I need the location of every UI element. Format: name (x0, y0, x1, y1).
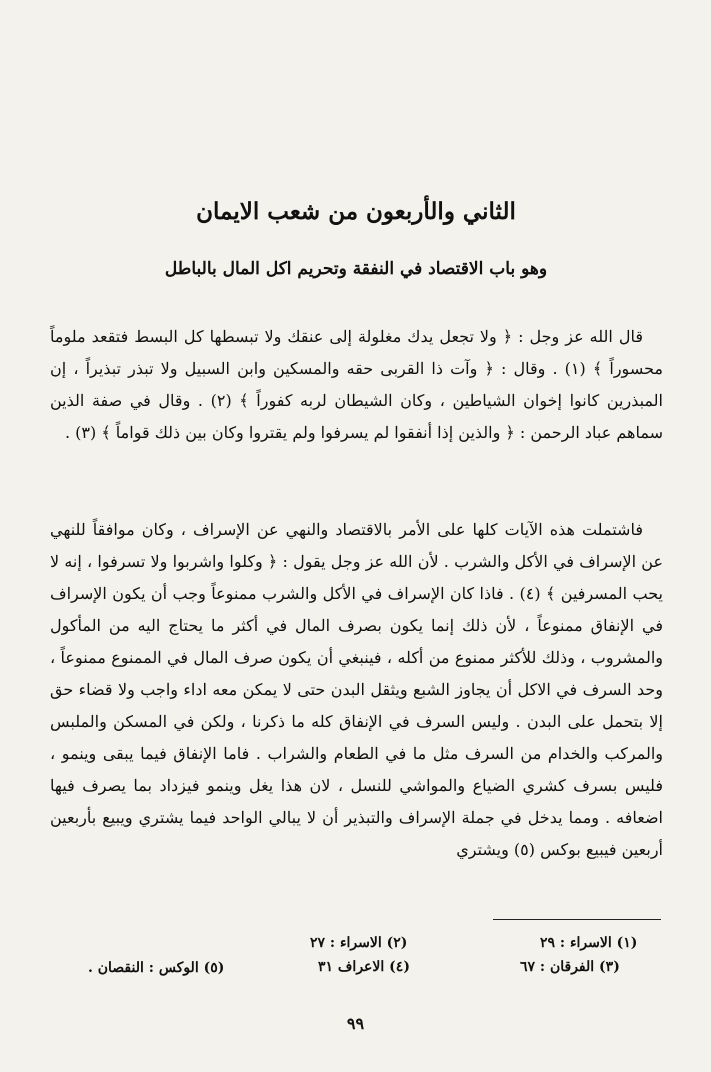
body-paragraph-1 (50, 321, 663, 449)
footnote-3: (٣) الفرقان : ٦٧ (520, 959, 620, 975)
footnote-4: (٤) الاعراف ٣١ (318, 959, 410, 975)
footnote-divider (493, 919, 661, 920)
chapter-title: الثاني والأربعون من شعب الايمان (196, 198, 516, 225)
page-number: ٩٩ (346, 1014, 365, 1033)
footnote-1: (١) الاسراء : ٢٩ (540, 935, 638, 951)
footnote-2: (٢) الاسراء : ٢٧ (310, 935, 408, 951)
body-paragraph-2 (50, 514, 663, 866)
footnote-5: (٥) الوكس : النقصان . (88, 960, 225, 976)
paragraph-text: فاشتملت هذه الآيات كلها على الأمر بالاقتصاد والنهي عن الإسراف ، وكان موافقاً للنهي عن الإسراف في الأكل والشرب . لأن الله عز وجل يقول : ﴿ وكلوا واشربوا ولا تسرفوا ، إنه لا يحب المسرفين ﴾ (٤) . فاذا كان الإسراف في الأكل والشرب ممنوعاً وجب أن يكون الإسراف في الإنفاق ممنوعاً ، لأن ذلك إنما يكون بصرف المال في أكثر ما يحتاج اليه من المأكول والمشروب ، وذلك للأكثر ممنوع من أكله ، فينبغي أن يكون صرف المال في الممنوع ممنوعاً ، وحد السرف في الاكل أن يجاوز الشبع ويثقل البدن حتى لا يمكن معه اداء واجب ولا قضاء حق إلا بتحمل على البدن . وليس السرف في الإنفاق كله ما ذكرنا ، ولكن في المسكن والملبس والمركب والخدام من السرف مثل ما في الطعام والشراب . فاما الإنفاق فيما يبقى وينمو ، فليس بسرف كشري الضياع والمواشي للنسل ، لان هذا يغل وينمو فيزداد بما يصرف فيها اضعافه . ومما يدخل في جملة الإسراف والتبذير أن لا يبالي الواحد فيما يشتري ويبيع بأربعين أربعين فيبيع بوكس (٥) ويشتري (50, 520, 664, 859)
paragraph-text: قال الله عز وجل : ﴿ ولا تجعل يدك مغلولة إلى عنقك ولا تبسطها كل البسط فتقعد ملوماً محسوراً ﴾ (١) . وقال : ﴿ وآت ذا القربى حقه والمسكين وابن السبيل ولا تبذر تبذيراً ، إن المبذرين كانوا إخوان الشياطين ، وكان الشيطان لربه كفوراً ﴾ (٢) . وقال في صفة الذين سماهم عباد الرحمن : ﴿ والذين إذا أنفقوا لم يسرفوا ولم يقتروا وكان بين ذلك قواماً ﴾ (٣) . (50, 327, 664, 442)
chapter-subtitle: وهو باب الاقتصاد في النفقة وتحريم اكل المال بالباطل (164, 259, 548, 279)
